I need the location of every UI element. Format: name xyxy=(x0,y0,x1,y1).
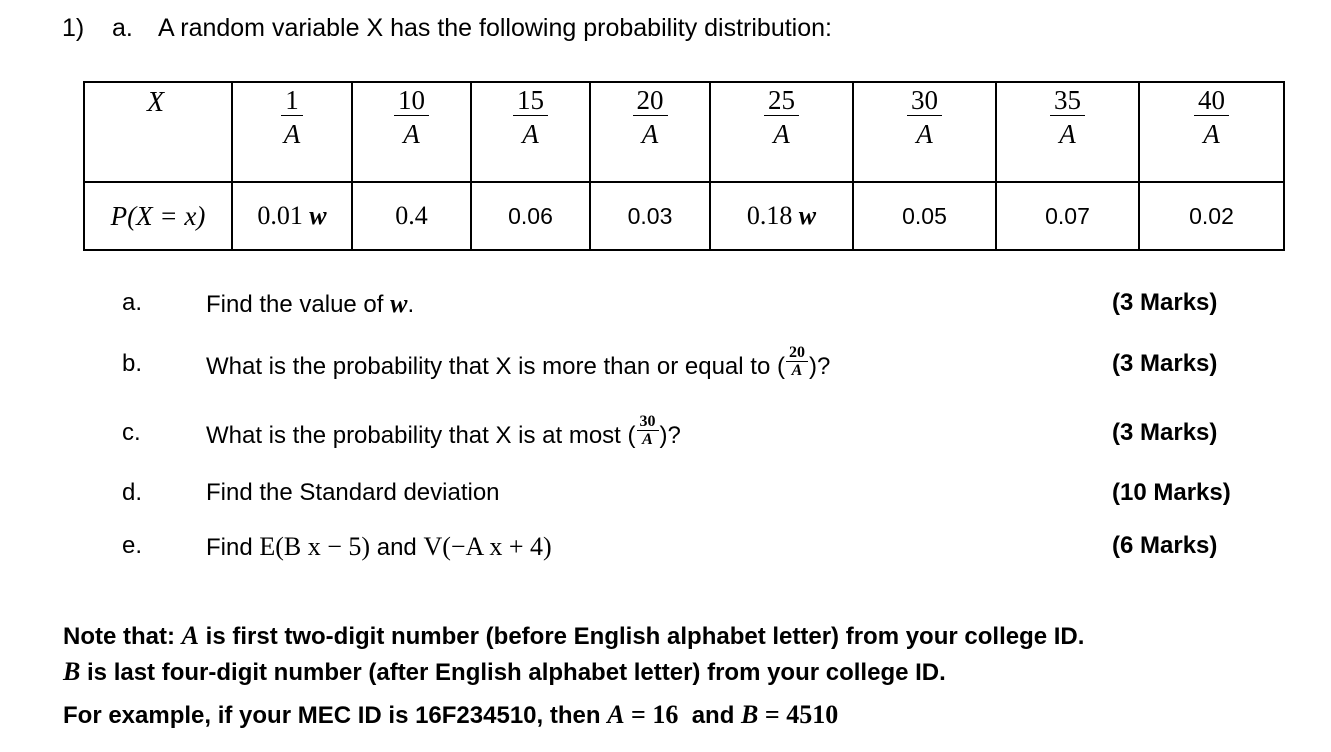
inline-fraction xyxy=(786,344,808,379)
p-value-cell xyxy=(996,182,1139,250)
note-example-and: and xyxy=(678,702,742,729)
note-prefix: Note that: xyxy=(63,623,182,650)
x-numerator: 20 xyxy=(633,85,668,116)
question-text-part: Find the value of xyxy=(206,291,391,318)
question-marks: (10 Marks) xyxy=(1112,479,1231,506)
x-denominator: A xyxy=(773,119,790,149)
question-e xyxy=(0,532,1331,572)
question-text-mid: and xyxy=(370,534,424,561)
p-value-cell xyxy=(590,182,710,250)
question-text xyxy=(206,289,414,319)
x-value-fraction xyxy=(633,83,668,152)
p-value: 0.03 xyxy=(627,202,673,229)
x-value-cell xyxy=(1139,82,1284,182)
probability-row xyxy=(84,182,1284,250)
question-text-tail: )? xyxy=(808,352,831,380)
question-c xyxy=(0,413,1331,459)
question-label: c. xyxy=(122,419,141,446)
question-text-part: What is the probability that X is at most ( xyxy=(206,421,636,449)
question-d xyxy=(0,479,1331,519)
note-text: is first two-digit number (before English alphabet letter) from your college ID. xyxy=(199,623,1085,650)
question-text xyxy=(206,532,552,562)
x-value-fraction xyxy=(394,83,429,152)
x-value-fraction xyxy=(907,83,942,152)
x-denominator: A xyxy=(1203,119,1220,149)
x-numerator: 15 xyxy=(513,85,548,116)
note-example-text: For example, if your MEC ID is 16F234510, then xyxy=(63,702,608,729)
p-value-variable: w xyxy=(798,201,817,230)
note-text: is last four-digit number (after English alphabet letter) from your college ID. xyxy=(80,659,946,686)
p-value: 0.05 xyxy=(902,202,947,229)
p-value-cell xyxy=(352,182,471,250)
math-expression-expectation: E(B x − 5) xyxy=(259,532,371,561)
question-marks: (3 Marks) xyxy=(1112,350,1218,377)
question-label: a. xyxy=(122,289,143,316)
x-values-row xyxy=(84,82,1284,182)
note-example-a: A xyxy=(607,700,625,729)
x-value-fraction xyxy=(764,83,799,152)
question-text-tail: . xyxy=(407,291,415,318)
question-label: d. xyxy=(122,479,143,506)
fraction-numerator: 30 xyxy=(637,413,659,431)
note-example-b: B xyxy=(741,700,759,729)
question-marks: (3 Marks) xyxy=(1112,419,1218,446)
x-value-cell xyxy=(996,82,1139,182)
note-line-2 xyxy=(63,657,946,687)
question-marks: (6 Marks) xyxy=(1112,532,1218,559)
x-numerator: 40 xyxy=(1194,85,1229,116)
x-value-cell xyxy=(352,82,471,182)
x-denominator: A xyxy=(403,119,420,149)
x-header: X xyxy=(147,87,165,118)
question-label: b. xyxy=(122,350,143,377)
x-numerator: 10 xyxy=(394,85,429,116)
note-variable-a: A xyxy=(181,621,199,650)
question-a xyxy=(0,289,1331,329)
question-intro: A random variable X has the following probability distribution: xyxy=(158,14,832,42)
p-value-cell xyxy=(232,182,352,250)
p-value-cell xyxy=(471,182,590,250)
x-value-cell xyxy=(853,82,996,182)
p-header: P(X = x) xyxy=(110,200,206,231)
p-value-variable: w xyxy=(309,201,327,230)
x-denominator: A xyxy=(283,119,301,149)
question-text-part: What is the probability that X is more than or equal to ( xyxy=(206,352,785,380)
p-value: 0.06 xyxy=(508,202,553,229)
question-text xyxy=(206,344,831,385)
question-part: a. xyxy=(112,14,133,42)
math-variable: w xyxy=(390,289,408,318)
question-text: Find the Standard deviation xyxy=(206,479,500,506)
x-numerator: 35 xyxy=(1050,85,1085,116)
question-text-tail: )? xyxy=(659,421,681,449)
p-value: 0.07 xyxy=(1045,202,1090,229)
question-marks: (3 Marks) xyxy=(1112,289,1218,316)
question-text xyxy=(206,413,681,454)
p-value-cell xyxy=(853,182,996,250)
x-denominator: A xyxy=(1059,119,1076,149)
p-value: 0.02 xyxy=(1189,202,1234,229)
probability-distribution-table xyxy=(83,81,1285,251)
question-b xyxy=(0,344,1331,390)
note-line-3 xyxy=(63,700,838,730)
x-denominator: A xyxy=(522,119,539,149)
fraction-denominator: A xyxy=(642,431,653,448)
p-value-cell xyxy=(1139,182,1284,250)
x-numerator: 30 xyxy=(907,85,942,116)
x-value-fraction xyxy=(1194,83,1229,152)
question-text-part: Find xyxy=(206,534,260,561)
p-value: 0.4 xyxy=(395,201,428,230)
note-example-a-value: = 16 xyxy=(624,700,679,729)
note-line-1 xyxy=(63,621,1084,651)
fraction-denominator: A xyxy=(791,362,803,379)
x-denominator: A xyxy=(641,119,659,149)
x-value-cell xyxy=(590,82,710,182)
question-heading xyxy=(62,14,832,43)
x-value-fraction xyxy=(1050,83,1085,152)
x-value-cell xyxy=(710,82,853,182)
x-numerator: 1 xyxy=(281,85,303,116)
note-variable-b: B xyxy=(63,657,81,686)
note-example-b-value: = 4510 xyxy=(758,700,839,729)
p-value: 0.01 xyxy=(257,201,303,230)
x-value-cell xyxy=(232,82,352,182)
question-number: 1) xyxy=(62,14,85,42)
p-header-cell xyxy=(84,182,232,250)
inline-fraction xyxy=(637,413,659,448)
x-value-cell xyxy=(471,82,590,182)
p-value-cell xyxy=(710,182,853,250)
x-numerator: 25 xyxy=(764,85,799,116)
question-label: e. xyxy=(122,532,143,559)
x-denominator: A xyxy=(916,119,933,149)
p-value: 0.18 xyxy=(746,201,793,230)
math-expression-variance: V(−A x + 4) xyxy=(423,532,552,561)
x-value-fraction xyxy=(281,83,303,152)
x-header-cell xyxy=(84,82,232,182)
x-value-fraction xyxy=(513,83,548,152)
fraction-numerator: 20 xyxy=(786,344,808,362)
